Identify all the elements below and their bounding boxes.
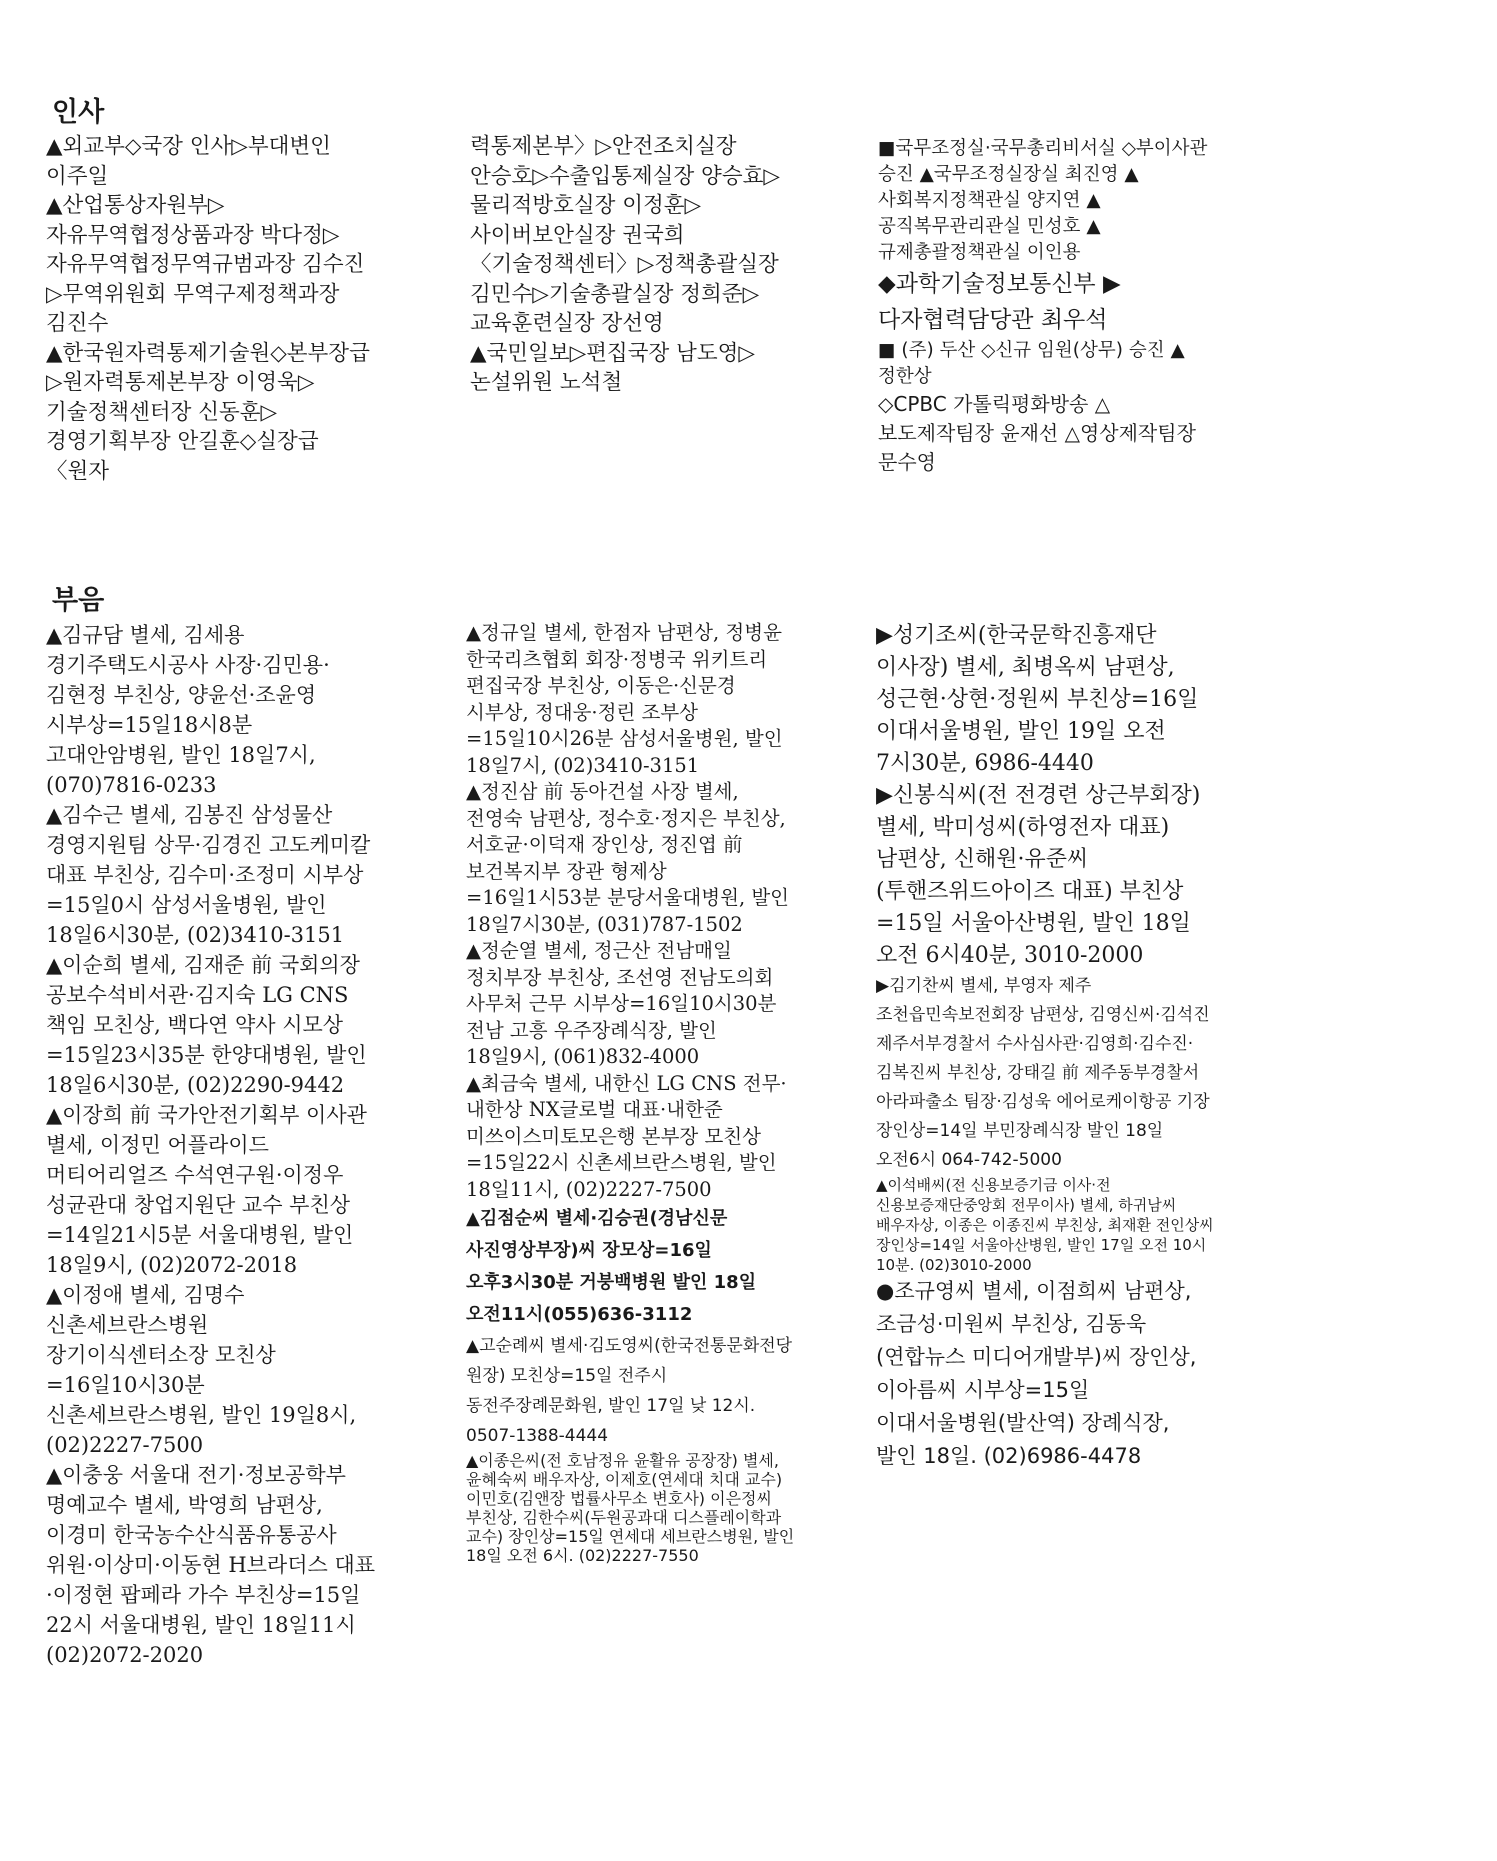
obituary-entry: ▲이석배씨(전 신용보증기금 이사·전 신용보증재단중앙회 전무이사) 별세, 하귀남씨 배우자상, 이종은 이종진씨 부친상, 최재환 전인상씨 장인상=14일 서울아산병원, 발인 17일 오전 10시 10분. (02)3010-2000 [876,1176,1214,1274]
insa-entry: ◇CPBC 가톨릭평화방송 △보도제작팀장 윤재선 △영상제작팀장 문수영 [878,392,1196,474]
obituary-entry: ●조규영씨 별세, 이점희씨 남편상, 조금성·미원씨 부친상, 김동욱(연합뉴스 미디어개발부)씨 장인상, 이아름씨 시부상=15일 이대서울병원(발산역) 장례식장, 발인 18일. (02)6986-4478 [876,1279,1197,1468]
section-title-bueum: 부음 [52,585,105,616]
obituary-entry: ▲이종은씨(전 호남정유 윤활유 공장장) 별세, 윤혜숙씨 배우자상, 이제호(연세대 치대 교수) 이민호(김앤장 법률사무소 변호사) 이은정씨 부친상, 김한수씨(두원공과대 디스플레이학과 교수) 장인상=15일 연세대 세브란스병원, 발인 18일 오전 6시. (02)2227-7550 [466,1451,795,1565]
obituary-entry: ▲정진삼 前 동아건설 사장 별세, 전영숙 남편상, 정수호·정지은 부친상, 서호균·이덕재 장인상, 정진엽 前 보건복지부 장관 형제상=16일1시53분 분당서울대병원, 발인 18일7시30분, (031)787-1502 [466,780,790,936]
bueum-column-2 [466,620,796,1565]
obituary-entry: ▲고순례씨 별세·김도영씨(한국전통문화전당 원장) 모친상=15일 전주시 동전주장례문화원, 발인 17일 낮 12시. 0507-1388-4444 [466,1336,793,1446]
bueum-column-3 [876,620,1216,1473]
section-title-insa: 인사 [52,97,105,128]
obituary-entry: ▲이정애 별세, 김명수 신촌세브란스병원 장기이식센터소장 모친상=16일10시30분 신촌세브란스병원, 발인 19일8시, (02)2227-7500 [46,1283,357,1457]
obituary-entry: ▶김기찬씨 별세, 부영자 제주 조천읍민속보전회장 남편상, 김영신씨·김석진 제주서부경찰서 수사심사관·김영희·김수진·김복진씨 부친상, 강태길 前 제주동부경찰서 아라파출소 팀장·김성욱 에어로케이항공 기장 장인상=14일 부민장례식장 발인 18일 오전6시 064-742-5000 [876,976,1210,1170]
insa-column-1 [46,132,376,486]
obituary-entry: ▲이순희 별세, 김재준 前 국회의장 공보수석비서관·김지숙 LG CNS 책임 모친상, 백다연 약사 시모상=15일23시35분 한양대병원, 발인 18일6시30분, (02)2290-9442 [46,953,367,1097]
insa-entry: ▲한국원자력통제기술원◇본부장급▷원자력통제본부장 이영욱▷기술정책센터장 신동훈▷경영기획부장 안길훈◇실장급〈원자 [46,340,370,484]
insa-entry: 력통제본부〉▷안전조치실장 안승호▷수출입통제실장 양승효▷물리적방호실장 이정훈▷사이버보안실장 권국희〈기술정책센터〉▷정책총괄실장 김민수▷기술총괄실장 정희준▷교육훈련실장 장선영 [470,134,780,336]
insa-entry: ◆과학기술정보통신부 ▶다자협력담당관 최우석 [878,271,1121,333]
insa-column-3 [878,136,1220,477]
obituary-entry: ▲김수근 별세, 김봉진 삼성물산 경영지원팀 상무·김경진 고도케미칼 대표 부친상, 김수미·조정미 시부상=15일0시 삼성서울병원, 발인 18일6시30분, (02)3410-3151 [46,803,371,947]
insa-entry: ▲외교부◇국장 인사▷부대변인 이주일 [46,134,331,189]
obituary-entry: ▲정규일 별세, 한점자 남편상, 정병윤 한국리츠협회 회장·정병국 위키트리 편집국장 부친상, 이동은·신문경 시부상, 정대웅·정린 조부상=15일10시26분 삼성서울병원, 발인 18일7시, (02)3410-3151 [466,621,783,777]
obituary-entry: ▲이장희 前 국가안전기획부 이사관 별세, 이정민 어플라이드 머티어리얼즈 수석연구원·이정우 성균관대 창업지원단 교수 부친상=14일21시5분 서울대병원, 발인 18일9시, (02)2072-2018 [46,1103,367,1277]
insa-entry: ▲산업통상자원부▷자유무역협정상품과장 박다정▷자유무역협정무역규범과장 김수진▷무역위원회 무역구제정책과장 김진수 [46,193,365,336]
insa-entry: ■ (주) 두산 ◇신규 임원(상무) 승진 ▲정한상 [878,340,1185,387]
obituary-entry: ▲최금숙 별세, 내한신 LG CNS 전무·내한상 NX글로벌 대표·내한준 미쓰이스미토모은행 본부장 모친상=15일22시 신촌세브란스병원, 발인 18일11시, (02)2227-7500 [466,1071,787,1201]
obituary-entry: ▲김규담 별세, 김세용 경기주택도시공사 사장·김민용·김현정 부친상, 양윤선·조윤영 시부상=15일18시8분 고대안암병원, 발인 18일7시, (070)7816-0233 [46,623,330,797]
obituary-entry: ▶신봉식씨(전 전경련 상근부회장) 별세, 박미성씨(하영전자 대표) 남편상, 신해원·유준씨(투핸즈위드아이즈 대표) 부친상=15일 서울아산병원, 발인 18일 오전 6시40분, 3010-2000 [876,783,1201,968]
bueum-column-1 [46,620,376,1670]
obituary-entry: ▲김점순씨 별세·김승권(경남신문 사진영상부장)씨 장모상=16일 오후3시30분 거붕백병원 발인 18일 오전11시(055)636-3112 [466,1208,757,1325]
obituary-entry: ▲이충웅 서울대 전기·정보공학부 명예교수 별세, 박영희 남편상, 이경미 한국농수산식품유통공사 위원·이상미·이동현 H브라더스 대표·이정현 팝페라 가수 부친상=15일 22시 서울대병원, 발인 18일11시 (02)2072-2020 [46,1463,376,1667]
insa-entry: ■국무조정실·국무총리비서실 ◇부이사관 승진 ▲국무조정실장실 최진영 ▲사회복지정책관실 양지연 ▲공직복무관리관실 민성호 ▲규제총괄정책관실 이인용 [878,138,1208,263]
insa-entry: ▲국민일보▷편집국장 남도영▷논설위원 노석철 [470,340,755,395]
obituary-entry: ▶성기조씨(한국문학진흥재단 이사장) 별세, 최병옥씨 남편상, 성근현·상현·정원씨 부친상=16일 이대서울병원, 발인 19일 오전 7시30분, 6986-4440 [876,623,1199,776]
obituary-entry: ▲정순열 별세, 정근산 전남매일 정치부장 부친상, 조선영 전남도의회 사무처 근무 시부상=16일10시30분 전남 고흥 우주장례식장, 발인 18일9시, (061)832-4000 [466,939,777,1068]
insa-column-2 [470,132,796,398]
